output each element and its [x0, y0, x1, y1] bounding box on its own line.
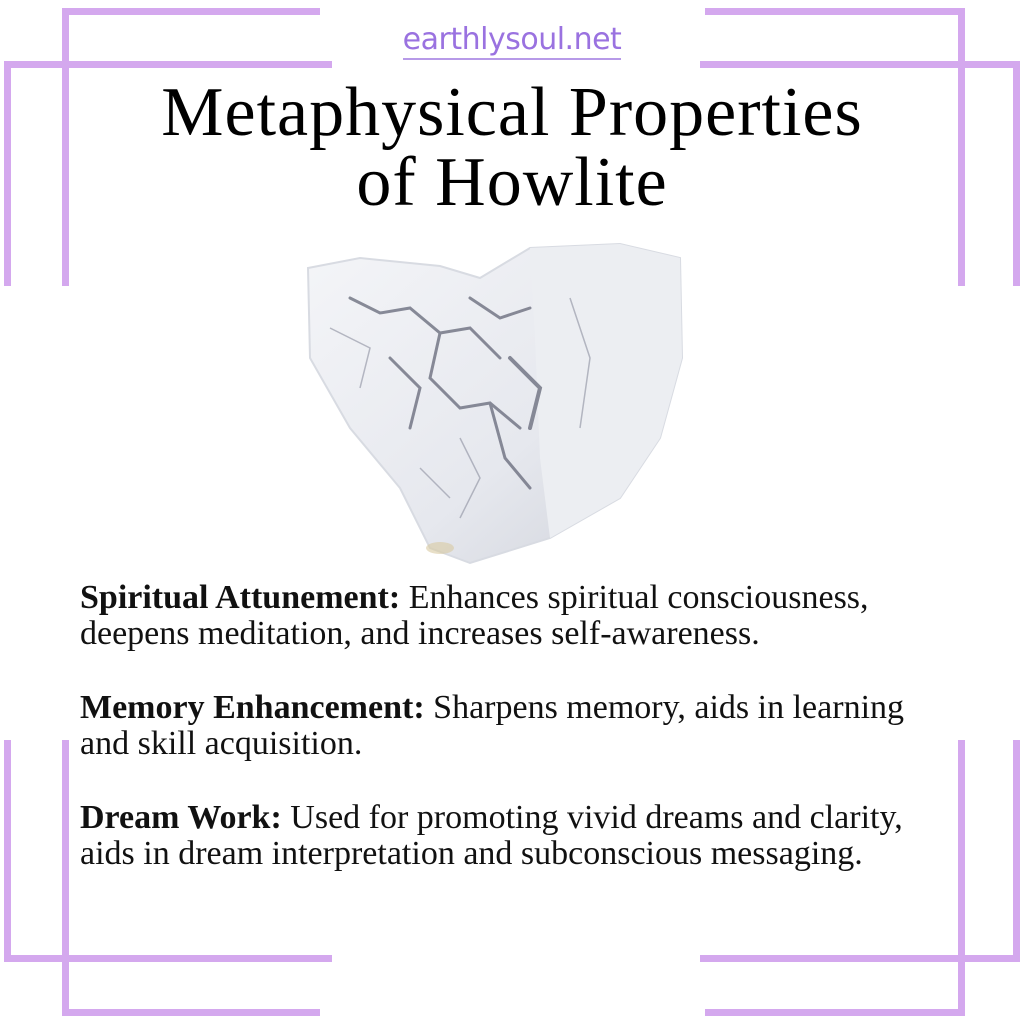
properties-list — [80, 580, 960, 910]
frame-line — [1013, 740, 1020, 962]
frame-line — [62, 740, 69, 1016]
frame-line — [62, 1009, 320, 1016]
frame-line — [700, 955, 1020, 962]
property-label: Dream Work: — [80, 799, 282, 836]
frame-line — [705, 1009, 965, 1016]
property-text: Used for promoting vivid dreams and clarity, aids in dream interpretation and subconscious messaging. — [80, 799, 903, 872]
logo-text: earthlysoul.net — [403, 22, 622, 60]
frame-line — [1013, 61, 1020, 286]
title-line-1: Metaphysical Properties — [161, 74, 863, 151]
property-text: Sharpens memory, aids in learning and skill acquisition. — [80, 689, 905, 762]
frame-line — [4, 955, 332, 962]
page-title — [60, 74, 964, 221]
frame-line — [705, 8, 965, 15]
frame-line — [4, 61, 11, 286]
property-item — [80, 800, 960, 872]
brand-logo — [0, 22, 1024, 57]
frame-line — [62, 8, 320, 15]
howlite-stone-image — [290, 238, 690, 568]
property-label: Memory Enhancement: — [80, 689, 425, 726]
property-label: Spiritual Attunement: — [80, 579, 401, 616]
title-line-2: of Howlite — [356, 144, 668, 221]
property-item — [80, 580, 960, 652]
frame-line — [4, 740, 11, 962]
property-item — [80, 690, 960, 762]
property-text: Enhances spiritual consciousness, deepens meditation, and increases self-awareness. — [80, 579, 869, 652]
frame-line — [4, 61, 332, 68]
frame-line — [700, 61, 1020, 68]
